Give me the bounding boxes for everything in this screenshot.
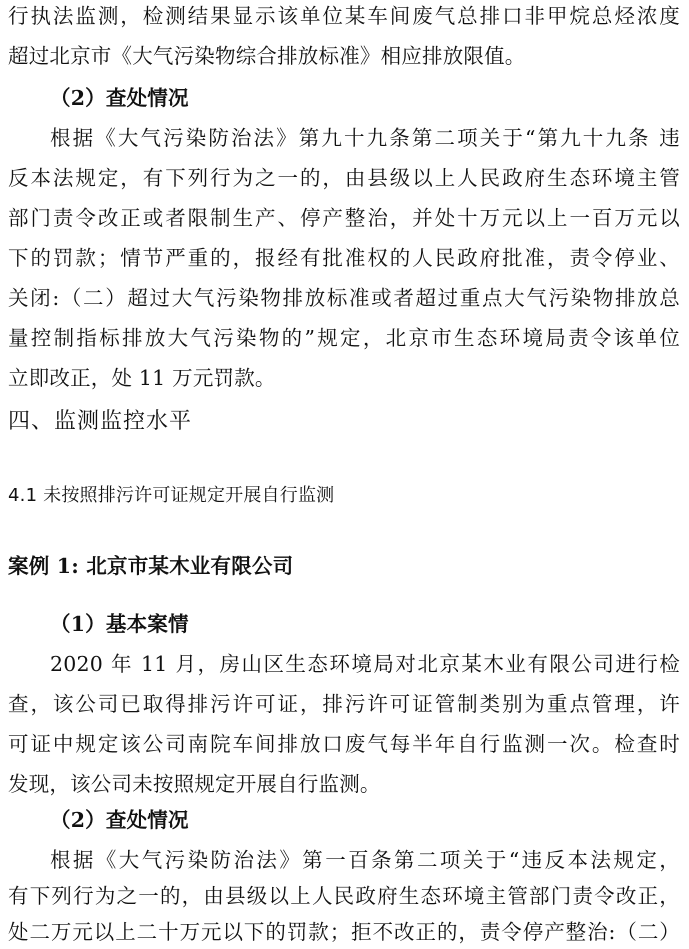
subsection-heading: （2）查处情况	[50, 86, 189, 110]
case-title: 案例 1: 北京市某木业有限公司	[8, 554, 294, 578]
paragraph-line: 立即改正，处 11 万元罚款。	[8, 366, 276, 390]
paragraph-line: 行执法监测，检测结果显示该单位某车间废气总排口非甲烷总烃浓度	[8, 4, 680, 28]
paragraph-line: 部门责令改正或者限制生产、停产整治，并处十万元以上一百万元以	[8, 206, 680, 230]
paragraph-line: 可证中规定该公司南院车间排放口废气每半年自行监测一次。检查时	[8, 732, 680, 756]
paragraph-line: 根据《大气污染防治法》第一百条第二项关于“违反本法规定，	[50, 848, 680, 872]
subsection-heading: （1）基本案情	[50, 612, 189, 636]
subsection-title: 4.1 未按照排污许可证规定开展自行监测	[8, 485, 335, 506]
subsection-heading: （2）查处情况	[50, 808, 189, 832]
paragraph-line: 处二万元以上二十万元以下的罚款；拒不改正的，责令停产整治:（二）	[8, 920, 680, 944]
paragraph-line: 有下列行为之一的，由县级以上人民政府生态环境主管部门责令改正，	[8, 884, 680, 908]
paragraph-line: 关闭:（二）超过大气污染物排放标准或者超过重点大气污染物排放总	[8, 286, 680, 310]
paragraph-line: 量控制指标排放大气污染物的”规定，北京市生态环境局责令该单位	[8, 326, 680, 350]
paragraph-line: 反本法规定，有下列行为之一的，由县级以上人民政府生态环境主管	[8, 166, 680, 190]
paragraph-line: 根据《大气污染防治法》第九十九条第二项关于“第九十九条 违	[50, 126, 680, 150]
section-heading: 四、监测监控水平	[8, 409, 193, 434]
paragraph-line: 发现，该公司未按照规定开展自行监测。	[8, 772, 381, 796]
paragraph-line: 下的罚款；情节严重的，报经有批准权的人民政府批准，责令停业、	[8, 246, 680, 270]
paragraph-line: 查，该公司已取得排污许可证，排污许可证管制类别为重点管理，许	[8, 692, 680, 716]
paragraph-line: 2020 年 11 月，房山区生态环境局对北京某木业有限公司进行检	[50, 652, 680, 676]
paragraph-line: 超过北京市《大气污染物综合排放标准》相应排放限值。	[8, 44, 526, 68]
